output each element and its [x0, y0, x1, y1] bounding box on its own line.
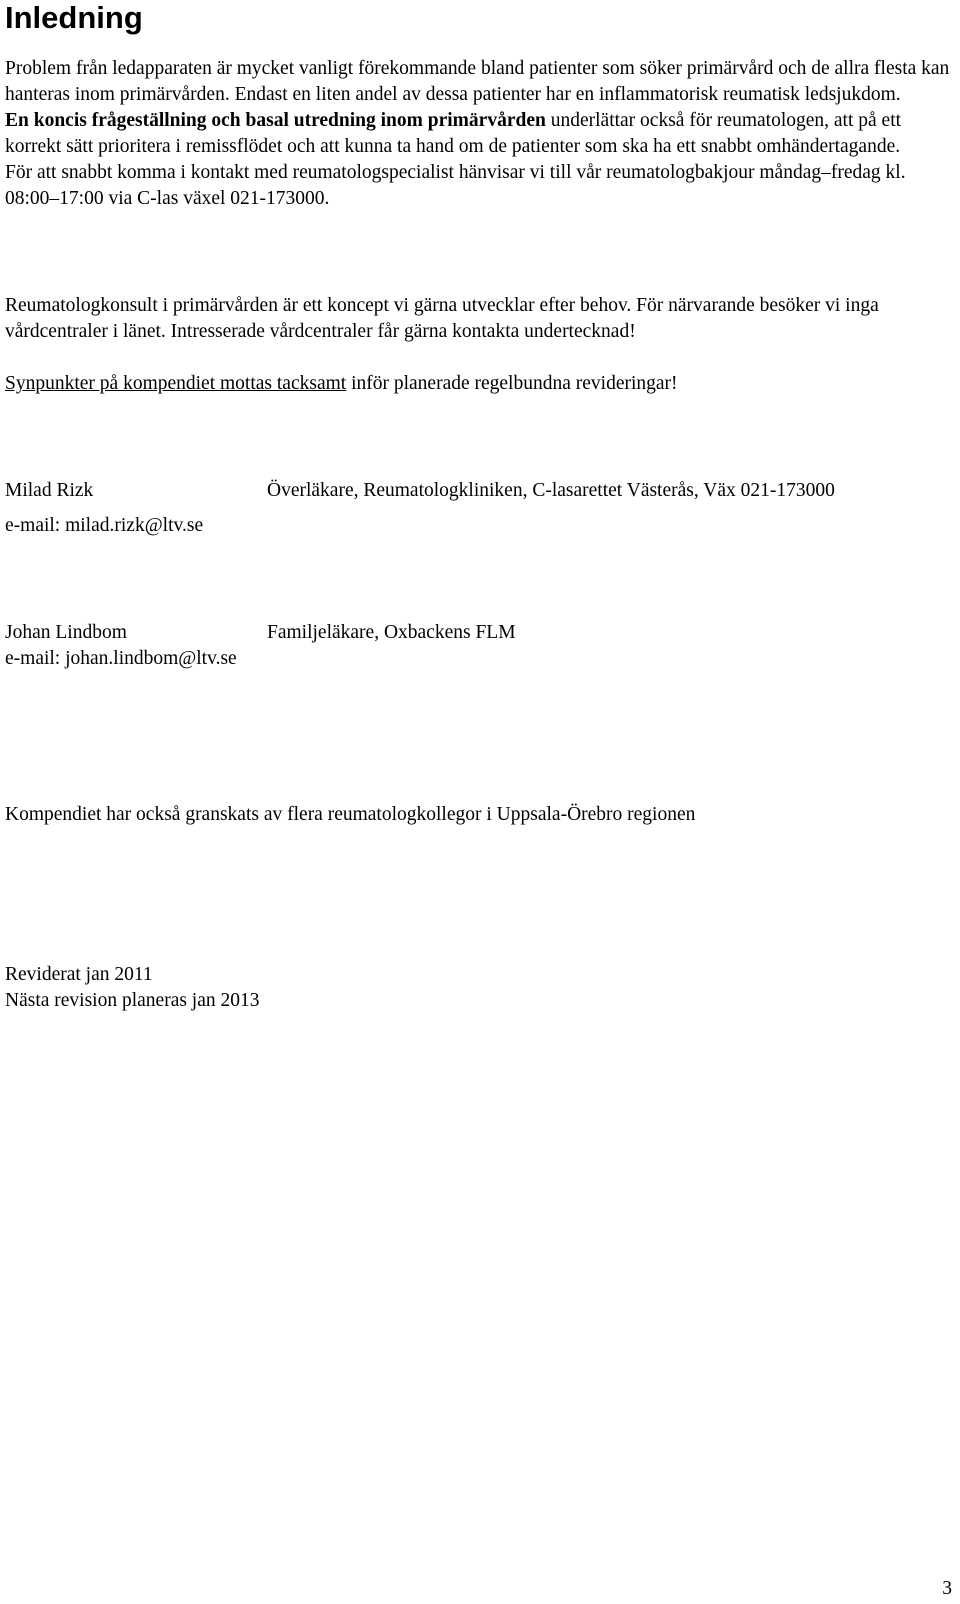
feedback-paragraph	[5, 371, 950, 397]
page-heading: Inledning	[5, 0, 143, 35]
contact-email: e-mail: milad.rizk@ltv.se	[5, 515, 204, 536]
next-revision-date: Nästa revision planeras jan 2013	[5, 990, 260, 1011]
page-number: 3	[942, 1578, 952, 1599]
feedback-rest-text: inför planerade regelbundna revideringar!	[346, 373, 678, 394]
contact-email: e-mail: johan.lindbom@ltv.se	[5, 648, 237, 669]
revised-date: Reviderat jan 2011	[5, 964, 153, 985]
feedback-underlined-text: Synpunkter på kompendiet mottas tacksamt	[5, 373, 347, 394]
review-note: Kompendiet har också granskats av flera reumatologkollegor i Uppsala-Örebro regionen	[5, 804, 696, 825]
intro-section	[5, 56, 950, 212]
intro-paragraph-3: För att snabbt komma i kontakt med reumatologspecialist hänvisar vi till vår reumatologbakjour måndag–fredag kl. 08:00–17:00 via C-las växel 021-173000.	[5, 162, 906, 209]
intro-paragraph-2-bold: En koncis frågeställning och basal utredning inom primärvården	[5, 110, 546, 131]
contact-role: Familjeläkare, Oxbackens FLM	[267, 622, 516, 643]
intro-paragraph-1: Problem från ledapparaten är mycket vanligt förekommande bland patienter som söker primärvård och de allra flesta kan hanteras inom primärvården. Endast en liten andel av dessa patienter har en inflammatorisk reumatisk ledsjukdom.	[5, 58, 950, 105]
contact-name: Milad Rizk	[5, 480, 94, 501]
concept-paragraph: Reumatologkonsult i primärvården är ett koncept vi gärna utvecklar efter behov. För närvarande besöker vi inga vårdcentraler i länet. Intresserade vårdcentraler får gärna kontakta undertecknad!	[5, 295, 879, 342]
contact-role: Överläkare, Reumatologkliniken, C-lasarettet Västerås, Väx 021-173000	[267, 480, 835, 501]
intro-paragraph-2-rest: underlättar också för reumatologen, att på ett korrekt sätt prioritera i remissflödet och att kunna ta hand om de patienter som ska ha ett snabbt omhändertagande.	[5, 110, 902, 157]
contact-name: Johan Lindbom	[5, 622, 127, 643]
